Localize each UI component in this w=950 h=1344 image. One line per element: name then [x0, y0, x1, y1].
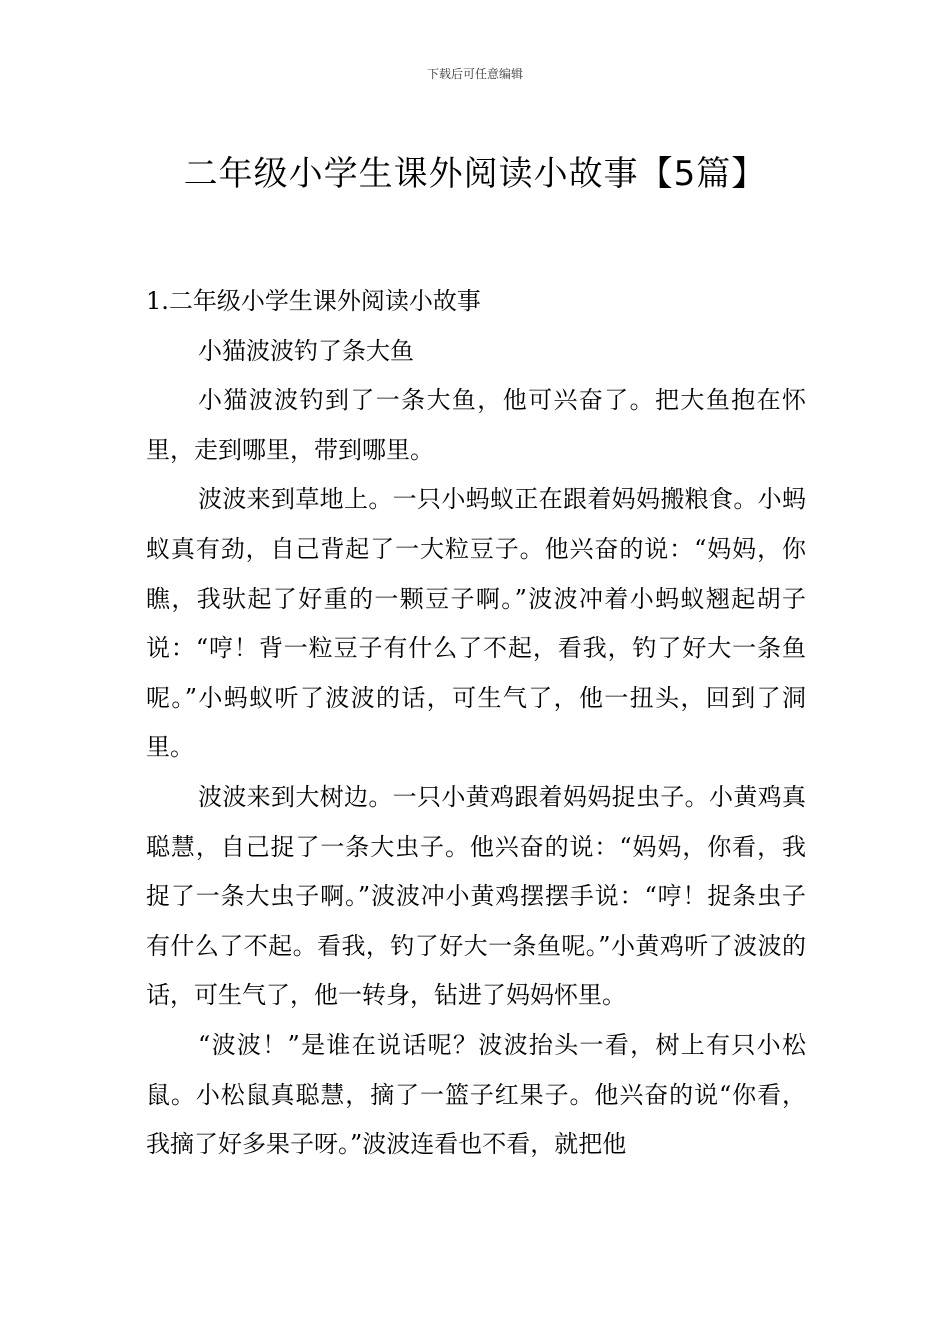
section-heading: 1.二年级小学生课外阅读小故事 [146, 287, 481, 315]
paragraph: “波波！”是谁在说话呢？波波抬头一看，树上有只小松鼠。小松鼠真聪慧，摘了一篮子红果子。他兴奋的说“你看，我摘了好多果子呀。”波波连看也不看，就把他 [146, 1030, 806, 1159]
paragraph: 波波来到大树边。一只小黄鸡跟着妈妈捉虫子。小黄鸡真聪慧，自己捉了一条大虫子。他兴奋的说：“妈妈，你看，我捉了一条大虫子啊。”波波冲小黄鸡摆摆手说：“哼！捉条虫子有什么了不起。看我，钓了好大一条鱼呢。”小黄鸡听了波波的话，可生气了，他一转身，钻进了妈妈怀里。 [146, 782, 806, 1010]
header-note: 下载后可任意编辑 [426, 67, 523, 81]
paragraph: 波波来到草地上。一只小蚂蚁正在跟着妈妈搬粮食。小蚂蚁真有劲，自己背起了一大粒豆子。他兴奋的说：“妈妈，你瞧，我驮起了好重的一颗豆子啊。”波波冲着小蚂蚁翘起胡子说：“哼！背一粒豆子有什么了不起，看我，钓了好大一条鱼呢。”小蚂蚁听了波波的话，可生气了，他一扭头，回到了洞里。 [146, 485, 806, 762]
document-title: 二年级小学生课外阅读小故事【5篇】 [183, 153, 767, 194]
document-body [146, 277, 806, 1170]
story-title: 小猫波波钓了条大鱼 [198, 336, 414, 365]
paragraph: 小猫波波钓到了一条大鱼，他可兴奋了。把大鱼抱在怀里，走到哪里，带到哪里。 [146, 386, 806, 464]
